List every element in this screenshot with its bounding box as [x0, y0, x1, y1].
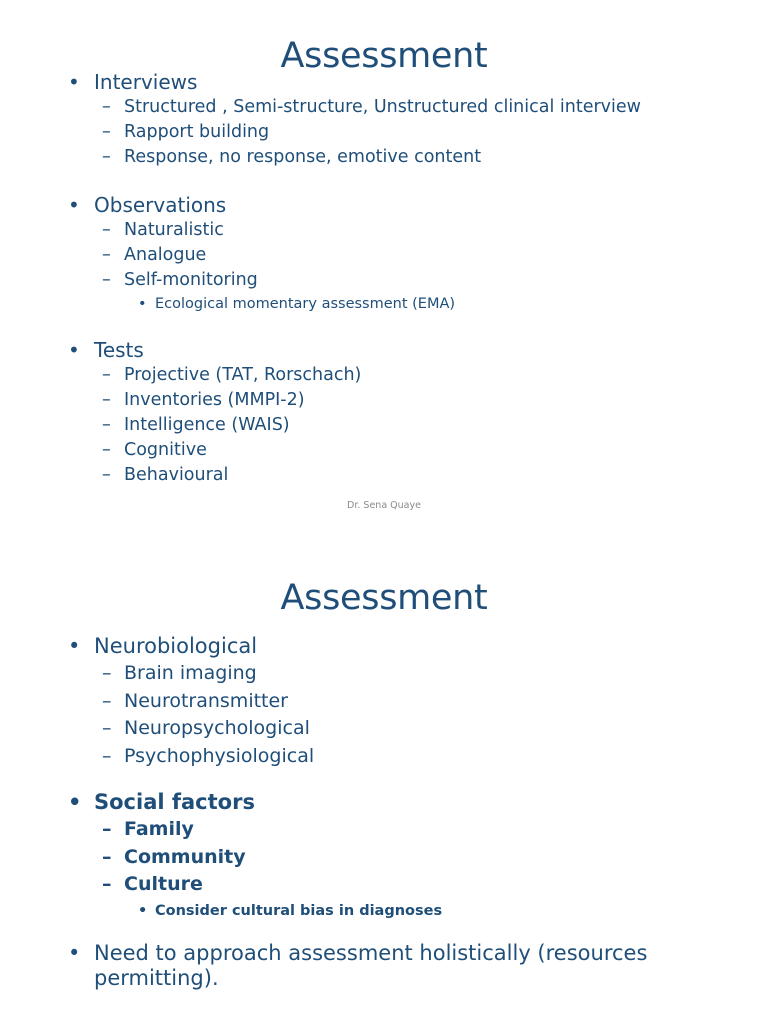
sub-bullet: – Neuropsychological: [0, 715, 768, 743]
sub-sub-bullet: • Ecological momentary assessment (EMA): [0, 293, 768, 315]
slide-2-bullet-list: [0, 632, 768, 991]
slide-1-bullet-list: [0, 69, 768, 488]
spacer: [0, 770, 768, 788]
bullet-observations: • Observations: [0, 192, 768, 218]
bullet-tests: • Tests: [0, 337, 768, 363]
sub-bullet: – Behavioural: [0, 463, 768, 488]
bullet-interviews: • Interviews: [0, 69, 768, 95]
sub-bullet: – Cognitive: [0, 438, 768, 463]
spacer: [0, 315, 768, 337]
bullet-social-factors: • Social factors: [0, 788, 768, 816]
sub-bullet: – Naturalistic: [0, 218, 768, 243]
sub-bullet: – Rapport building: [0, 120, 768, 145]
sub-bullet: – Brain imaging: [0, 660, 768, 688]
bullet-text-line-1: • Need to approach assessment holistically (resources: [94, 940, 648, 965]
sub-sub-bullet: • Consider cultural bias in diagnoses: [0, 899, 768, 923]
sub-bullet: – Self-monitoring: [0, 268, 768, 293]
sub-bullet: – Response, no response, emotive content: [0, 145, 768, 170]
spacer: [0, 170, 768, 192]
slide-title: Assessment: [280, 36, 488, 76]
bullet-text-line-2: permitting).: [94, 965, 219, 990]
sub-bullet: – Inventories (MMPI-2): [0, 388, 768, 413]
spacer: [0, 923, 768, 941]
slide-2: [0, 548, 768, 1024]
bullet-neurobiological: • Neurobiological: [0, 632, 768, 660]
sub-bullet: – Projective (TAT, Rorschach): [0, 363, 768, 388]
sub-bullet: – Intelligence (WAIS): [0, 413, 768, 438]
sub-bullet: – Psychophysiological: [0, 743, 768, 771]
sub-bullet: – Community: [0, 844, 768, 872]
sub-bullet: – Culture: [0, 871, 768, 899]
sub-bullet: – Neurotransmitter: [0, 688, 768, 716]
bullet-holistic-assessment: [0, 941, 768, 991]
slide-footer-author: Dr. Sena Quaye: [347, 500, 421, 511]
sub-bullet: – Analogue: [0, 243, 768, 268]
slide-title: Assessment: [280, 578, 488, 618]
sub-bullet: – Structured , Semi-structure, Unstructured clinical interview: [0, 95, 768, 120]
sub-bullet: – Family: [0, 816, 768, 844]
